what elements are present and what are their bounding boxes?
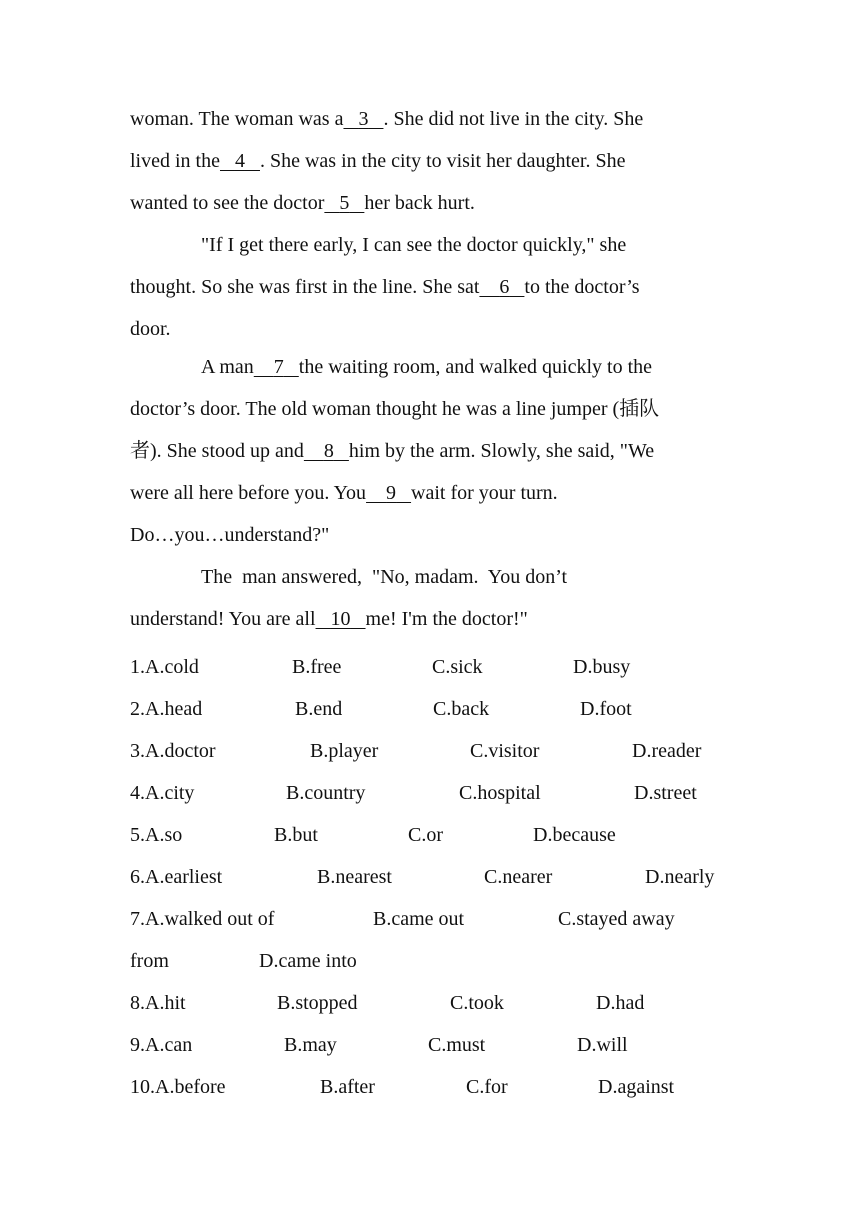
blank-9: 9 [386,482,397,504]
option-b: B.came out [373,908,465,930]
passage-text: 者). She stood up and [130,440,304,462]
passage-line: "If I get there early, I can see the doctor quickly," she [201,234,627,256]
passage-text: understand! You are all [130,608,316,630]
passage-line [130,275,640,299]
passage-line [130,149,625,173]
blank-10: 10 [330,608,351,630]
passage-line: The man answered, "No, madam. You don’t [201,566,568,588]
blank-6: 6 [499,276,510,298]
option-a: 5.A.so [130,824,183,846]
option-d: D.had [596,992,645,1014]
passage-text: him by the arm. Slowly, she said, "We [348,440,655,462]
option-b: B.after [320,1076,375,1098]
option-a: 3.A.doctor [130,740,216,762]
option-c: C.must [428,1034,486,1056]
passage-line [130,439,654,463]
option-c: C.nearer [484,866,553,888]
blank-5: 5 [339,192,350,214]
option-d: D.against [598,1076,675,1098]
option-d: D.will [577,1034,628,1056]
passage-text: her back hurt. [364,192,475,214]
blank-8: 8 [323,440,334,462]
passage-text: the waiting room, and walked quickly to the [298,356,653,378]
option-b: B.but [274,824,318,846]
option-c: C.hospital [459,782,541,804]
option-c-continued: from [130,950,169,972]
passage-line [130,191,475,215]
passage-text: woman. The woman was a [130,108,344,130]
option-a: 4.A.city [130,782,195,804]
passage-text: A man [201,356,254,378]
option-c: C.stayed away [558,908,675,930]
passage-text: me! I'm the doctor!" [365,608,528,630]
option-d: D.busy [573,656,631,678]
option-c: C.took [450,992,504,1014]
passage-text: thought. So she was first in the line. She sat [130,276,480,298]
passage-line [130,607,528,631]
passage-line [130,107,643,131]
option-d: D.nearly [645,866,715,888]
passage-line [130,481,558,505]
option-b: B.end [295,698,343,720]
passage-text: lived in the [130,150,220,172]
option-c: C.visitor [470,740,540,762]
option-d: D.because [533,824,616,846]
passage-text: wait for your turn. [411,482,558,504]
passage-line: door. [130,318,171,340]
option-b: B.stopped [277,992,358,1014]
passage-line: doctor’s door. The old woman thought he was a line jumper (插队 [130,398,660,420]
option-c: C.back [433,698,490,720]
option-a: 10.A.before [130,1076,226,1098]
passage-text: were all here before you. You [130,482,367,504]
option-d: D.foot [580,698,632,720]
option-b: B.country [286,782,366,804]
option-a: 6.A.earliest [130,866,223,888]
option-c: C.or [408,824,443,846]
option-c: C.for [466,1076,508,1098]
option-b: B.player [310,740,379,762]
option-c: C.sick [432,656,483,678]
option-d: D.reader [632,740,702,762]
option-d: D.street [634,782,697,804]
passage-line [201,355,652,379]
blank-3: 3 [358,108,369,130]
option-b: B.free [292,656,342,678]
option-a: 7.A.walked out of [130,908,275,930]
passage-text: . She did not live in the city. She [383,108,644,130]
option-b: B.may [284,1034,337,1056]
blank-7: 7 [273,356,284,378]
passage-text: to the doctor’s [524,276,640,298]
blank-4: 4 [234,150,245,172]
option-a: 2.A.head [130,698,203,720]
option-b: B.nearest [317,866,392,888]
option-d: D.came into [259,950,357,972]
option-a: 9.A.can [130,1034,193,1056]
passage-text: wanted to see the doctor [130,192,325,214]
passage-text: . She was in the city to visit her daughter. She [259,150,626,172]
passage-line: Do…you…understand?" [130,524,330,546]
option-a: 1.A.cold [130,656,199,678]
option-a: 8.A.hit [130,992,186,1014]
